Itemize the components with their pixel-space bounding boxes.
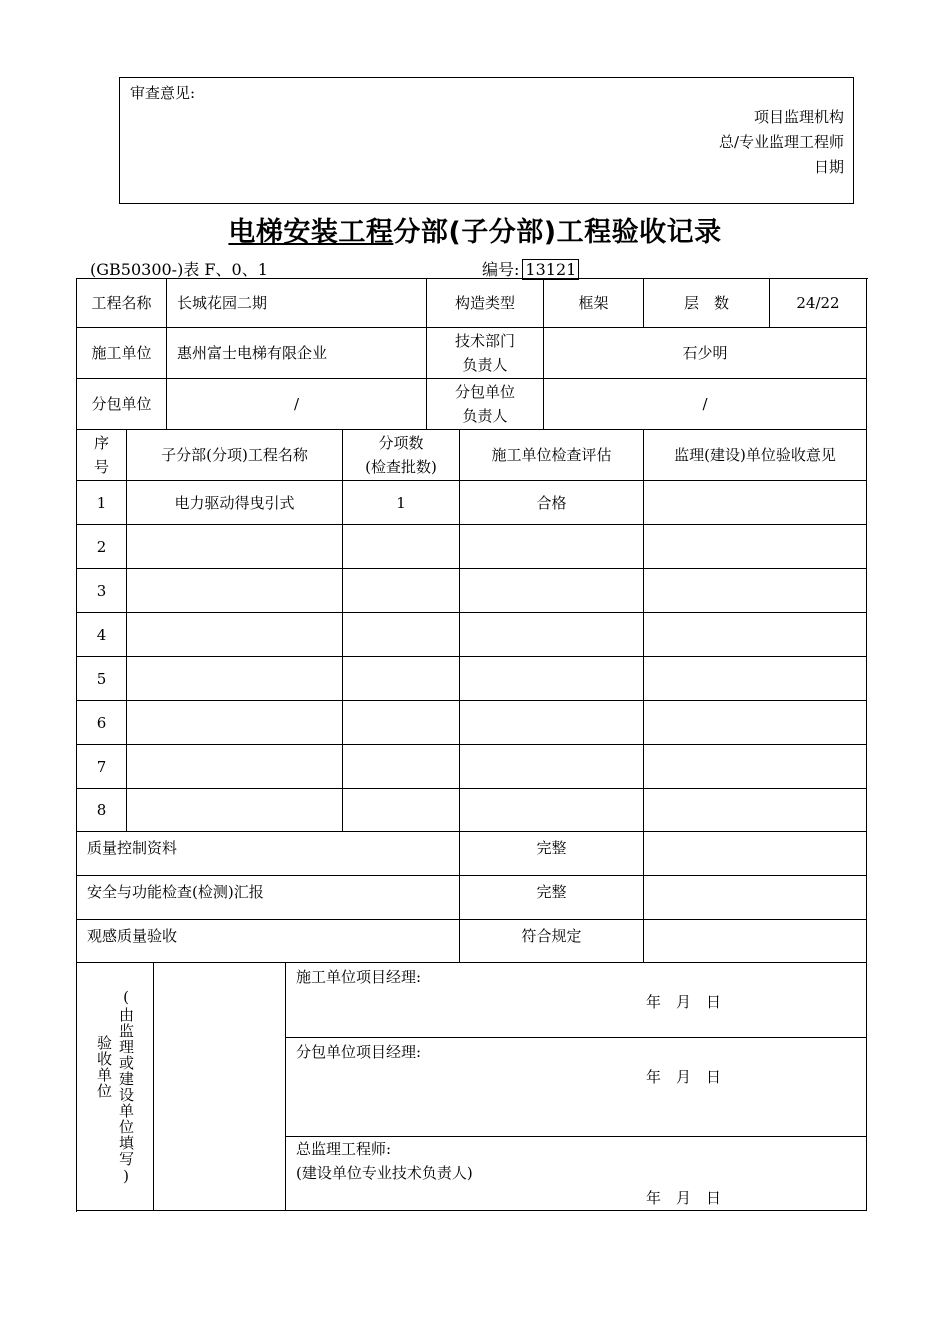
review-date: 日期 [813, 158, 844, 176]
row-2-name [127, 525, 343, 569]
pm-date: 年 月 日 [646, 993, 722, 1011]
row-1-eval: 合格 [460, 481, 644, 525]
row-2-seq: 2 [77, 525, 127, 569]
sub-pm-signature-block [286, 1038, 867, 1137]
row-4-seq: 4 [77, 613, 127, 657]
tech-head-label [427, 328, 544, 379]
chief-signature-block [286, 1137, 867, 1211]
review-engineer: 总/专业监理工程师 [718, 133, 844, 151]
row-5-seq: 5 [77, 657, 127, 701]
row-8-name [127, 789, 343, 832]
floors-label: 层 数 [644, 279, 770, 328]
row-8-seq: 8 [77, 789, 127, 832]
contractor-label: 施工单位 [77, 328, 167, 379]
pm-signature-block [286, 963, 867, 1038]
row-4-opinion [644, 613, 867, 657]
tech-head-label-line2: 负责人 [462, 356, 508, 374]
header-seq-line2: 号 [93, 458, 109, 476]
row-7-seq: 7 [77, 745, 127, 789]
header-count-line2: (检查批数) [365, 458, 437, 476]
sub-pm-label: 分包单位项目经理: [296, 1043, 422, 1061]
row-4-count [343, 613, 460, 657]
row-7-opinion [644, 745, 867, 789]
acceptance-unit-label [77, 963, 154, 1211]
row-1-count: 1 [343, 481, 460, 525]
sub-head-value: / [544, 379, 867, 430]
title-rest: 分部(子分部)工程验收记录 [393, 217, 722, 248]
row-5-count [343, 657, 460, 701]
structure-label: 构造类型 [427, 279, 544, 328]
summary-quality-value: 完整 [460, 832, 644, 876]
row-7-name [127, 745, 343, 789]
review-section [119, 77, 854, 204]
subcontractor-label: 分包单位 [77, 379, 167, 430]
page-title [0, 210, 950, 249]
row-4-eval [460, 613, 644, 657]
row-2-opinion [644, 525, 867, 569]
header-count-line1: 分项数 [378, 434, 424, 452]
header-name: 子分部(分项)工程名称 [127, 430, 343, 481]
header-seq [77, 430, 127, 481]
serial-number [482, 257, 579, 280]
row-5-name [127, 657, 343, 701]
summary-safety-label: 安全与功能检查(检测)汇报 [77, 876, 460, 920]
tech-head-label-line1: 技术部门 [454, 332, 515, 350]
acceptance-unit-text: 验收单位 [95, 1034, 113, 1099]
summary-quality-opinion [644, 832, 867, 876]
row-7-count [343, 745, 460, 789]
row-3-name [127, 569, 343, 613]
row-6-opinion [644, 701, 867, 745]
row-5-eval [460, 657, 644, 701]
summary-safety-value: 完整 [460, 876, 644, 920]
header-opinion: 监理(建设)单位验收意见 [644, 430, 867, 481]
row-1-opinion [644, 481, 867, 525]
standard-code: (GB50300-)表 F、0、1 [90, 260, 268, 279]
subcontractor-value: / [167, 379, 427, 430]
review-label: 审查意见: [130, 84, 196, 102]
row-3-count [343, 569, 460, 613]
floors-value: 24/22 [770, 279, 867, 328]
serial-label: 编号: [482, 260, 520, 279]
row-8-count [343, 789, 460, 832]
header-eval: 施工单位检查评估 [460, 430, 644, 481]
summary-appearance-value: 符合规定 [460, 920, 644, 963]
row-3-seq: 3 [77, 569, 127, 613]
row-2-count [343, 525, 460, 569]
sub-pm-date: 年 月 日 [646, 1068, 722, 1086]
tech-head-value: 石少明 [544, 328, 867, 379]
contractor-value: 惠州富士电梯有限企业 [167, 328, 427, 379]
chief-date: 年 月 日 [646, 1189, 722, 1207]
row-6-name [127, 701, 343, 745]
row-8-opinion [644, 789, 867, 832]
row-8-eval [460, 789, 644, 832]
row-6-eval [460, 701, 644, 745]
row-5-opinion [644, 657, 867, 701]
serial-value: 13121 [522, 259, 579, 280]
chief-label: 总监理工程师: [296, 1140, 392, 1158]
summary-appearance-label: 观感质量验收 [77, 920, 460, 963]
row-6-count [343, 701, 460, 745]
acceptance-note: (由监理或建设单位填写) [117, 987, 135, 1186]
structure-value: 框架 [544, 279, 644, 328]
chief-note: (建设单位专业技术负责人) [296, 1164, 473, 1182]
row-3-eval [460, 569, 644, 613]
row-6-seq: 6 [77, 701, 127, 745]
header-count [343, 430, 460, 481]
row-2-eval [460, 525, 644, 569]
review-org: 项目监理机构 [753, 108, 844, 126]
acceptance-table [76, 278, 868, 1212]
row-7-eval [460, 745, 644, 789]
sub-head-label-line1: 分包单位 [454, 383, 515, 401]
project-name: 长城花园二期 [167, 279, 427, 328]
row-3-opinion [644, 569, 867, 613]
summary-quality-label: 质量控制资料 [77, 832, 460, 876]
sub-head-label [427, 379, 544, 430]
pm-label: 施工单位项目经理: [296, 968, 422, 986]
header-seq-line1: 序 [93, 434, 109, 452]
summary-appearance-opinion [644, 920, 867, 963]
row-4-name [127, 613, 343, 657]
acceptance-stamp-area [154, 963, 286, 1211]
title-underlined: 电梯安装工程 [228, 217, 394, 248]
project-name-label: 工程名称 [77, 279, 167, 328]
row-1-name: 电力驱动得曳引式 [127, 481, 343, 525]
summary-safety-opinion [644, 876, 867, 920]
row-1-seq: 1 [77, 481, 127, 525]
sub-head-label-line2: 负责人 [462, 407, 508, 425]
